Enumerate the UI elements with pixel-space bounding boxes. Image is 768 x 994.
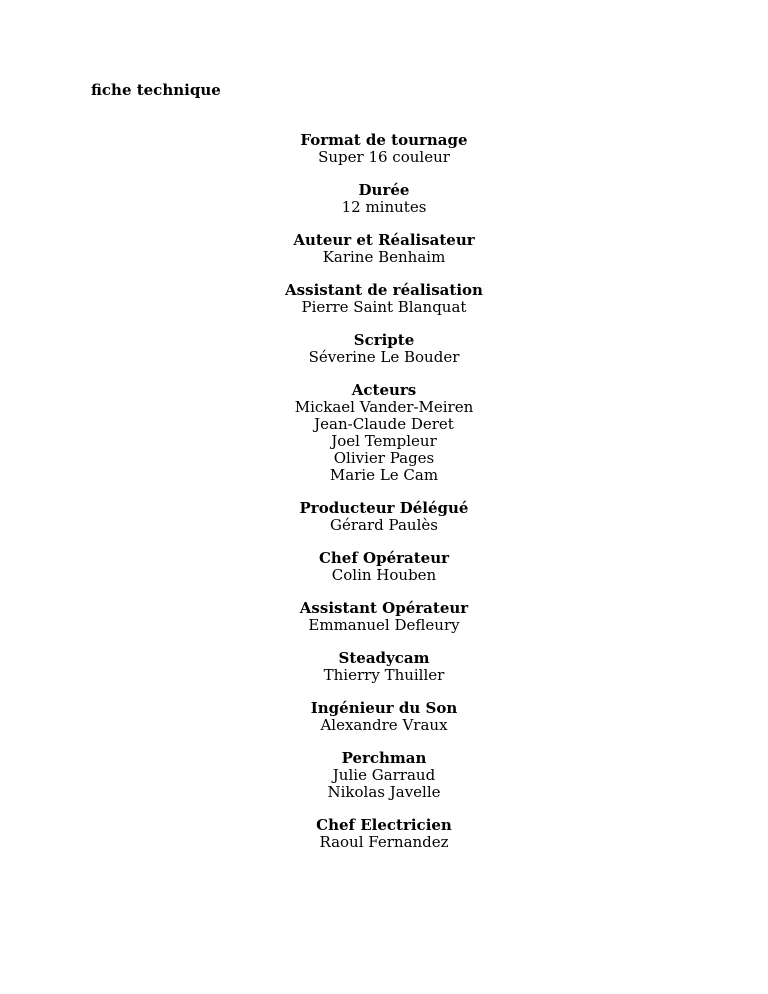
credit-name: Joel Templeur (331, 432, 437, 450)
credit-role: Acteurs (351, 381, 417, 399)
credit-name: Séverine Le Bouder (308, 348, 460, 366)
credit-author-director (0, 232, 768, 266)
credit-script (0, 332, 768, 366)
credit-role: Chef Electricien (316, 816, 452, 834)
credit-producer (0, 500, 768, 534)
credit-role: Assistant Opérateur (299, 599, 469, 617)
credit-name: Pierre Saint Blanquat (301, 298, 467, 316)
credit-name: Raoul Fernandez (319, 833, 449, 851)
credit-role: Auteur et Réalisateur (293, 231, 475, 249)
credit-assistant-director (0, 282, 768, 316)
credit-name: Julie Garraud (332, 766, 436, 784)
credit-name: Jean-Claude Deret (314, 415, 454, 433)
credit-role: Scripte (353, 331, 415, 349)
credit-steadycam (0, 650, 768, 684)
credit-name: Super 16 couleur (318, 148, 450, 166)
credit-boom-operator (0, 750, 768, 801)
credit-role: Producteur Délégué (299, 499, 469, 517)
credit-role: Chef Opérateur (318, 549, 450, 567)
credit-name: Gérard Paulès (330, 516, 438, 534)
credit-name: 12 minutes (341, 198, 427, 216)
credit-actors (0, 382, 768, 484)
credit-name: Olivier Pages (333, 449, 435, 467)
page-heading: fiche technique (91, 81, 221, 99)
credit-name: Alexandre Vraux (320, 716, 448, 734)
credit-duration (0, 182, 768, 216)
credit-name: Thierry Thuiller (323, 666, 445, 684)
credit-gaffer (0, 817, 768, 851)
credit-role: Perchman (341, 749, 427, 767)
credit-assistant-camera (0, 600, 768, 634)
credit-name: Marie Le Cam (329, 466, 439, 484)
credit-sound-engineer (0, 700, 768, 734)
credit-role: Steadycam (338, 649, 430, 667)
credit-name: Karine Benhaim (322, 248, 446, 266)
credit-name: Mickael Vander-Meiren (294, 398, 474, 416)
credit-cinematographer (0, 550, 768, 584)
credit-name: Colin Houben (331, 566, 437, 584)
credit-role: Durée (358, 181, 410, 199)
credit-role: Assistant de réalisation (285, 281, 483, 299)
credit-format (0, 132, 768, 166)
credit-role: Format de tournage (300, 131, 468, 149)
credits-list (0, 132, 768, 867)
credit-name: Emmanuel Defleury (308, 616, 460, 634)
credit-role: Ingénieur du Son (310, 699, 458, 717)
credit-name: Nikolas Javelle (327, 783, 441, 801)
